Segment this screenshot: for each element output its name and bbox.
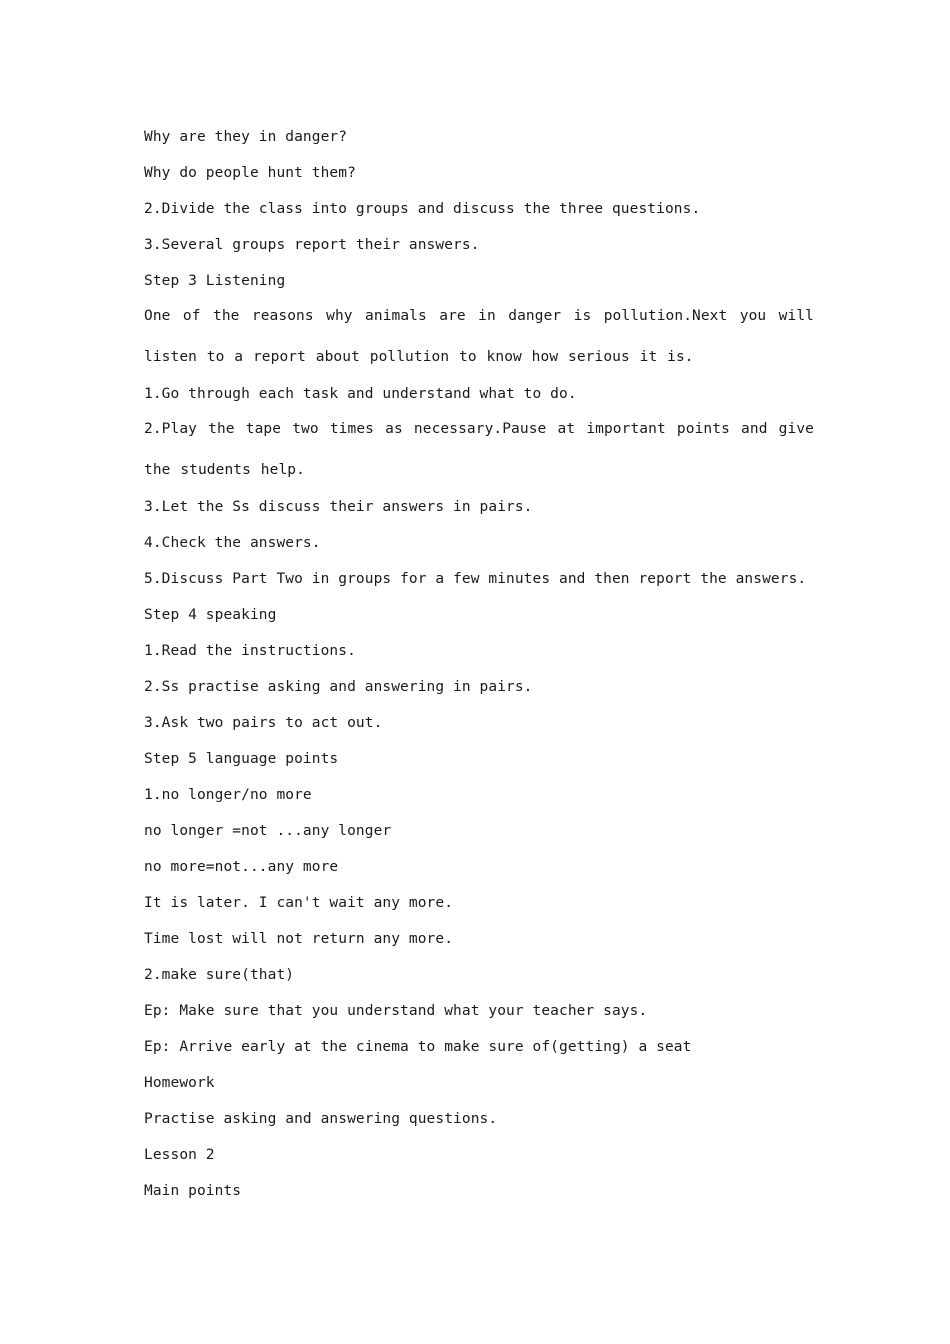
text-line: no more=not...any more xyxy=(144,859,339,875)
section-heading: Lesson 2 xyxy=(144,1147,215,1163)
step-heading: Step 5 language points xyxy=(144,751,339,767)
text-line: 1.no longer/no more xyxy=(144,787,312,803)
text-line: Ep: Make sure that you understand what your teacher says. xyxy=(144,1003,648,1019)
text-line: Practise asking and answering questions. xyxy=(144,1111,498,1127)
section-heading: Main points xyxy=(144,1183,242,1199)
text-line: Ep: Arrive early at the cinema to make sure of(getting) a seat xyxy=(144,1039,692,1055)
document-body xyxy=(144,127,814,1217)
text-line: Time lost will not return any more. xyxy=(144,931,454,947)
text-line: 2.Ss practise asking and answering in pairs. xyxy=(144,679,533,695)
text-line: 3.Ask two pairs to act out. xyxy=(144,715,383,731)
text-line: It is later. I can't wait any more. xyxy=(144,895,454,911)
text-line: Why do people hunt them? xyxy=(144,165,356,181)
text-line: 3.Several groups report their answers. xyxy=(144,237,480,253)
text-line: Why are they in danger? xyxy=(144,129,348,145)
text-line: 1.Read the instructions. xyxy=(144,643,356,659)
text-paragraph: 2.Play the tape two times as necessary.Pause at important points and give the students help. xyxy=(144,421,814,478)
text-paragraph: One of the reasons why animals are in danger is pollution.Next you will listen to a report about pollution to know how serious it is. xyxy=(144,308,814,365)
text-line: 3.Let the Ss discuss their answers in pairs. xyxy=(144,499,533,515)
text-line: 1.Go through each task and understand what to do. xyxy=(144,386,577,402)
text-line: 5.Discuss Part Two in groups for a few minutes and then report the answers. xyxy=(144,571,807,587)
text-line: 2.make sure(that) xyxy=(144,967,295,983)
text-line: 2.Divide the class into groups and discuss the three questions. xyxy=(144,201,701,217)
section-heading: Homework xyxy=(144,1075,215,1091)
step-heading: Step 4 speaking xyxy=(144,607,277,623)
step-heading: Step 3 Listening xyxy=(144,273,286,289)
text-line: 4.Check the answers. xyxy=(144,535,321,551)
text-line: no longer =not ...any longer xyxy=(144,823,392,839)
